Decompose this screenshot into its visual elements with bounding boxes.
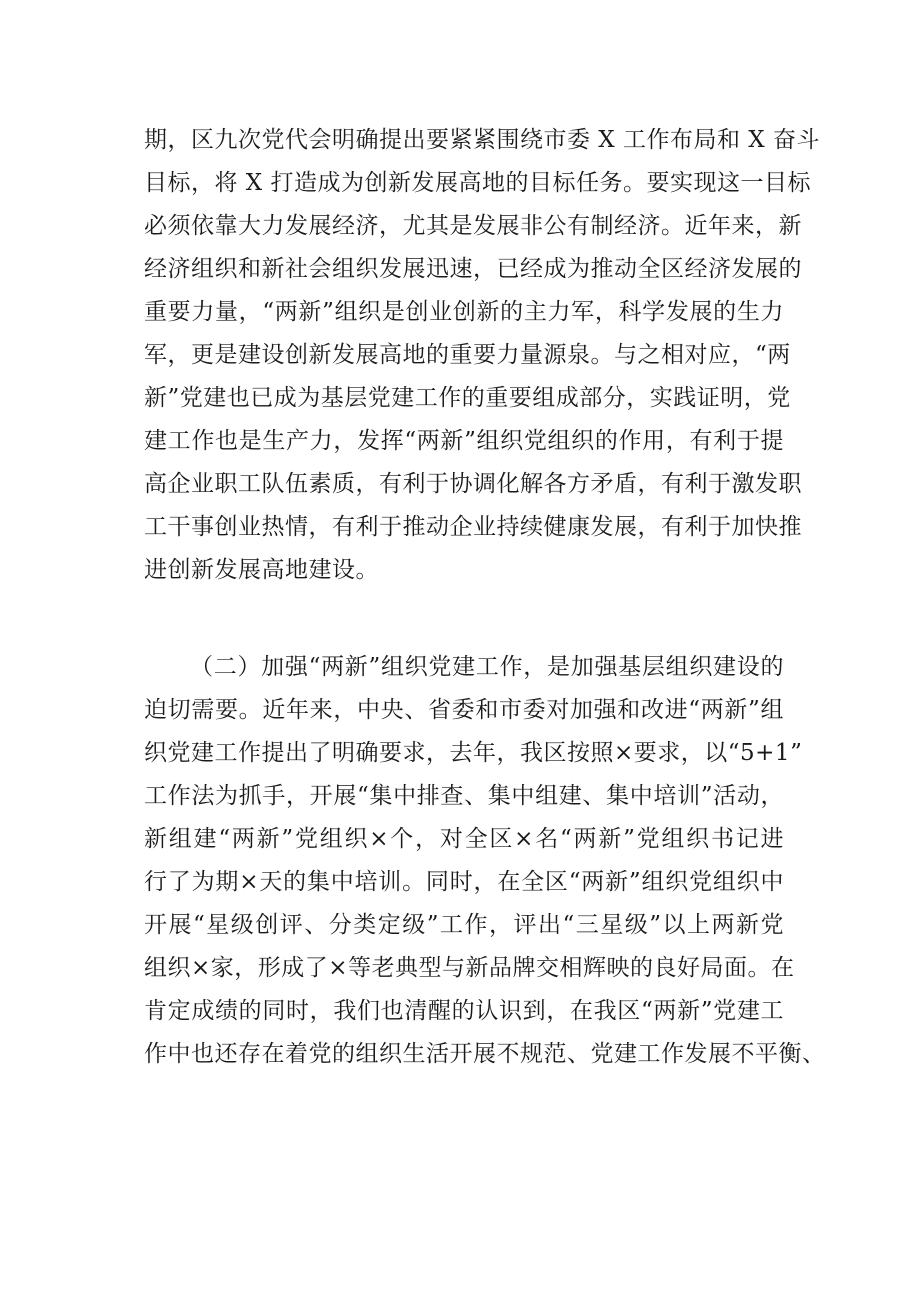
paragraph-2-line-2: 迫切需要。近年来，中央、省委和市委对加强和改进“两新”组 xyxy=(144,697,784,723)
paragraph-1-line-11: 进创新发展高地建设。 xyxy=(144,557,379,583)
paragraph-2-line-9: 肯定成绩的同时，我们也清醒的认识到，在我区“两新”党建工 xyxy=(144,998,784,1024)
paragraph-2-line-3: 织党建工作提出了明确要求，去年，我区按照×要求，以“5+1” xyxy=(144,740,803,766)
paragraph-1-line-5: 重要力量，“两新”组织是创业创新的主力军，科学发展的生力 xyxy=(144,299,784,325)
paragraph-1-line-2: 目标，将 X 打造成为创新发展高地的目标任务。要实现这一目标 xyxy=(144,170,811,196)
paragraph-2-line-4: 工作法为抓手，开展“集中排查、集中组建、集中培训”活动， xyxy=(144,783,784,809)
paragraph-1-line-4: 经济组织和新社会组织发展迅速，已经成为推动全区经济发展的 xyxy=(144,256,802,282)
paragraph-2-line-8: 组织×家，形成了×等老典型与新品牌交相辉映的良好局面。在 xyxy=(144,955,795,981)
paragraph-2-line-1: （二）加强“两新”组织党建工作，是加强基层组织建设的 xyxy=(190,654,784,680)
paragraph-1-line-10: 工干事创业热情，有利于推动企业持续健康发展，有利于加快推 xyxy=(144,514,802,540)
paragraph-1-line-8: 建工作也是生产力，发挥“两新”组织党组织的作用，有利于提 xyxy=(144,428,784,454)
paragraph-1-line-6: 军，更是建设创新发展高地的重要力量源泉。与之相对应，“两 xyxy=(144,342,791,368)
paragraph-2-line-6: 行了为期×天的集中培训。同时，在全区“两新”组织党组织中 xyxy=(144,869,784,895)
paragraph-1-line-1: 期，区九次党代会明确提出要紧紧围绕市委 X 工作布局和 X 奋斗 xyxy=(144,127,820,153)
paragraph-1-line-3: 必须依靠大力发展经济，尤其是发展非公有制经济。近年来，新 xyxy=(144,213,802,239)
paragraph-1-line-9: 高企业职工队伍素质，有利于协调化解各方矛盾，有利于激发职 xyxy=(144,471,802,497)
paragraph-2-line-7: 开展“星级创评、分类定级”工作，评出“三星级”以上两新党 xyxy=(144,912,784,938)
paragraph-2-line-5: 新组建“两新”党组织×个，对全区×名“两新”党组织书记进 xyxy=(144,826,784,852)
paragraph-2-line-10: 作中也还存在着党的组织生活开展不规范、党建工作发展不平衡、 xyxy=(144,1041,826,1067)
paragraph-1-line-7: 新”党建也已成为基层党建工作的重要组成部分，实践证明，党 xyxy=(144,385,791,411)
